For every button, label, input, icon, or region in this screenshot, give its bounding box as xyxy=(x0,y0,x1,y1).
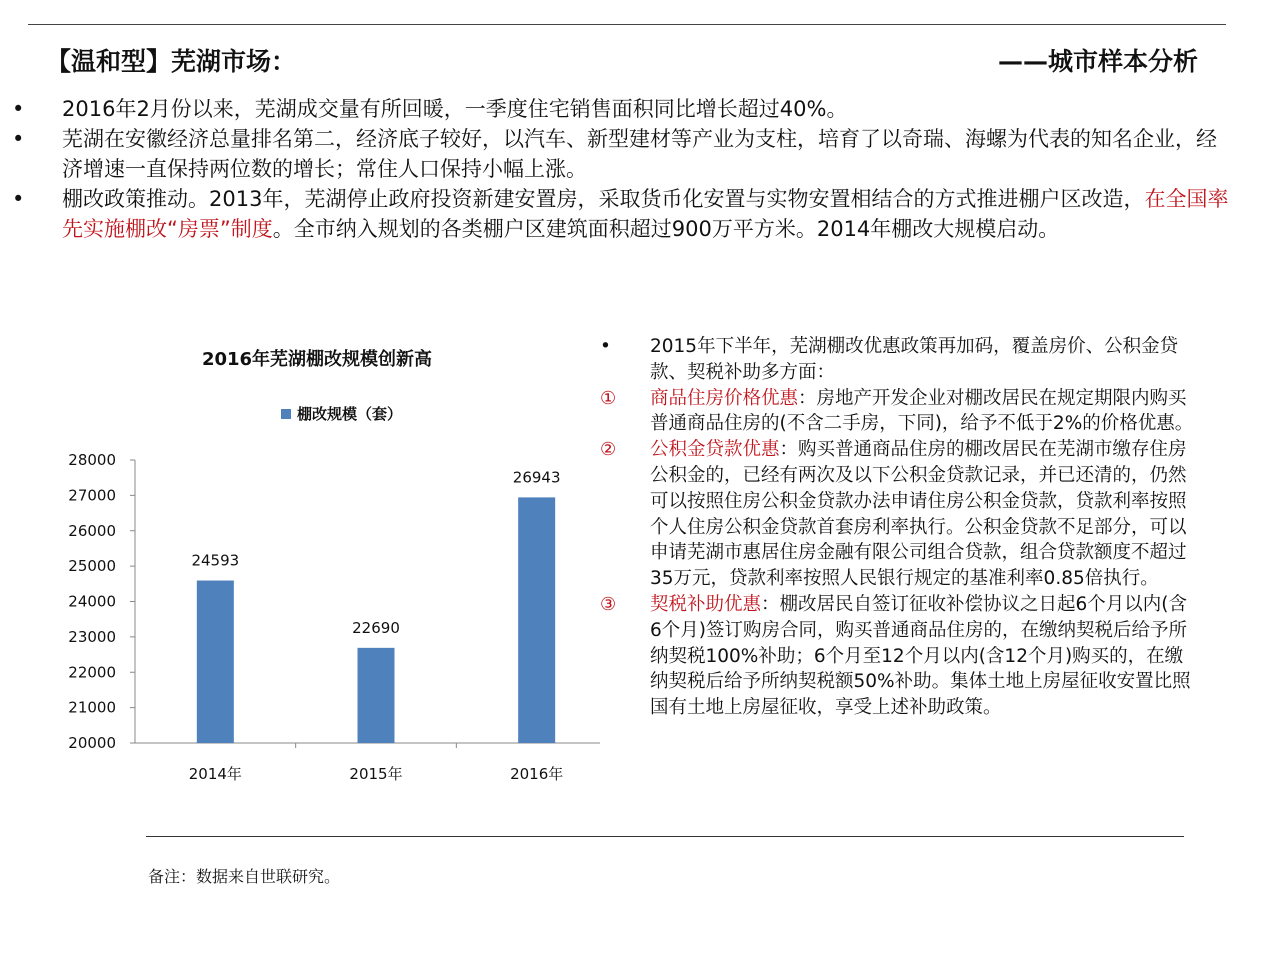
highlight-text: 公积金贷款优惠 xyxy=(650,439,780,461)
data-label: 24593 xyxy=(191,551,240,570)
policy-item xyxy=(598,592,1198,721)
chart-title: 2016年芜湖棚改规模创新高 xyxy=(201,349,433,370)
x-tick-label: 2016年 xyxy=(510,765,564,783)
bullet-text: 芜湖在安徽经济总量排名第二，经济底子较好，以汽车、新型建材等产业为支柱，培育了以奇瑞、海螺为代表的知名企业，经济增速一直保持两位数的增长；常住人口保持小幅上涨。 xyxy=(62,127,1217,181)
policy-list xyxy=(598,334,1198,721)
footnote: 备注：数据来自世联研究。 xyxy=(148,867,341,886)
x-tick-label: 2014年 xyxy=(188,765,242,783)
bullet-text: ：房地产开发企业对棚改居民在规定期限内购买普通商品住房的(不含二手房，下同)，给予不低于2%的价格优惠。 xyxy=(650,387,1194,435)
y-tick-label: 24000 xyxy=(68,592,116,611)
top-bullet xyxy=(0,124,1230,184)
top-bullet-list xyxy=(0,94,1230,244)
number-marker: ① xyxy=(600,387,617,409)
policy-item xyxy=(598,386,1198,438)
bar xyxy=(518,497,555,743)
policy-item xyxy=(598,334,1198,386)
bullet-marker: • xyxy=(12,127,25,151)
highlight-text: 契税补助优惠 xyxy=(650,593,762,615)
bullet-text: ：棚改居民自签订征收补偿协议之日起6个月以内(含6个月)签订购房合同，购买普通商品住房的，在缴纳契税后给予所纳契税100%补助；6个月至12个月以内(含12个月)购买的，在缴纳契税后给予所纳契税额50%补助。集体土地上房屋征收安置比照国有土地上房屋征收，享受上述补助政策。 xyxy=(650,593,1191,719)
bullet-text: 2016年2月份以来，芜湖成交量有所回暖，一季度住宅销售面积同比增长超过40%。 xyxy=(62,97,848,121)
y-tick-label: 23000 xyxy=(68,627,116,646)
data-label: 26943 xyxy=(512,468,561,487)
data-label: 22690 xyxy=(352,618,400,637)
page-title: 【温和型】芜湖市场： xyxy=(46,47,297,76)
bar xyxy=(197,581,234,743)
legend-label: 棚改规模（套） xyxy=(297,405,403,423)
bottom-divider xyxy=(146,836,1184,837)
bullet-text: ：购买普通商品住房的棚改居民在芜湖市缴存住房公积金的，已经有两次及以下公积金贷款记录，并已还清的，仍然可以按照住房公积金贷款办法申请住房公积金贷款，贷款利率按照个人住房公积金贷款首套房利率执行。公积金贷款不足部分，可以申请芜湖市惠居住房金融有限公司组合贷款，组合贷款额度不超过35万元，贷款利率按照人民银行规定的基准利率0.85倍执行。 xyxy=(650,439,1187,590)
x-tick-label: 2015年 xyxy=(349,765,403,783)
bar xyxy=(358,648,395,743)
bullet-marker: • xyxy=(12,187,25,211)
top-divider xyxy=(28,24,1226,25)
number-marker: ③ xyxy=(600,593,617,615)
top-bullet xyxy=(0,184,1230,244)
y-tick-label: 20000 xyxy=(68,734,116,752)
y-tick-label: 26000 xyxy=(68,521,116,540)
top-bullet xyxy=(0,94,1230,124)
policy-item xyxy=(598,437,1198,592)
y-tick-label: 28000 xyxy=(68,451,116,469)
bullet-text: 棚改政策推动。2013年，芜湖停止政府投资新建安置房，采取货币化安置与实物安置相结合的方式推进棚户区改造， xyxy=(62,187,1145,211)
bullet-marker: • xyxy=(12,97,25,121)
bullet-marker: • xyxy=(600,336,611,357)
bullet-text: 2015年下半年，芜湖棚改优惠政策再加码，覆盖房价、公积金贷款、契税补助多方面： xyxy=(650,336,1179,383)
y-tick-label: 21000 xyxy=(68,698,116,717)
y-tick-label: 25000 xyxy=(68,557,116,576)
highlight-text: 在全国率先实施棚改“房票”制度 xyxy=(62,187,1229,241)
bar-chart xyxy=(40,325,600,805)
y-tick-label: 22000 xyxy=(68,663,116,682)
section-label: ——城市样本分析 xyxy=(997,47,1198,76)
bullet-text: 。全市纳入规划的各类棚户区建筑面积超过900万平方米。2014年棚改大规模启动。 xyxy=(272,217,1060,241)
y-tick-label: 27000 xyxy=(68,486,116,505)
number-marker: ② xyxy=(600,439,617,461)
highlight-text: 商品住房价格优惠 xyxy=(650,387,799,409)
legend-swatch xyxy=(281,409,291,419)
